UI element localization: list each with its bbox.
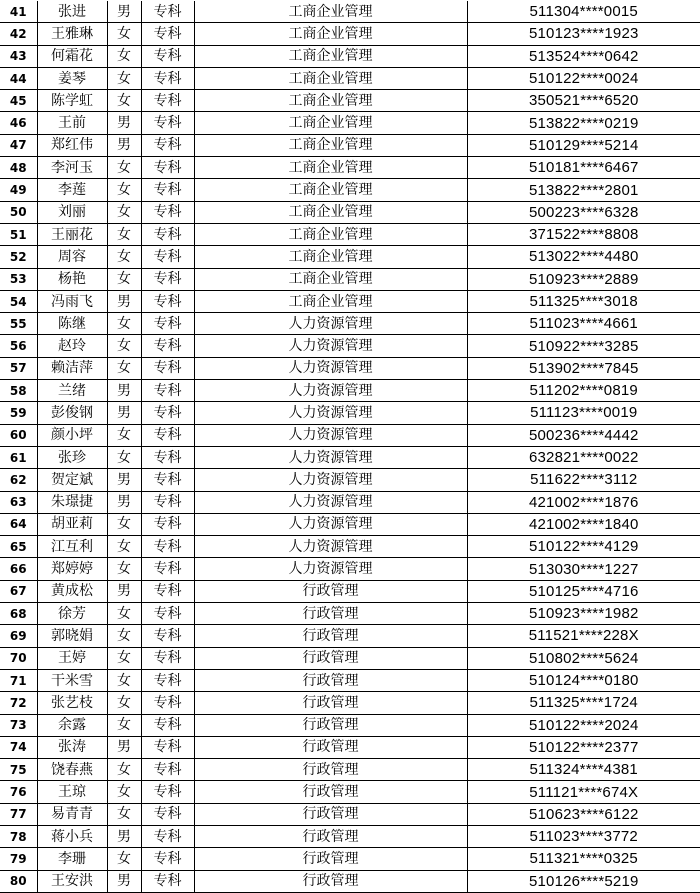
gender-cell: 女 bbox=[107, 335, 141, 357]
table-row bbox=[0, 223, 700, 245]
education-cell: 专科 bbox=[141, 647, 194, 669]
row-number: 64 bbox=[0, 513, 37, 535]
major-cell: 工商企业管理 bbox=[194, 201, 467, 223]
row-number: 41 bbox=[0, 1, 37, 23]
major-cell: 工商企业管理 bbox=[194, 67, 467, 89]
name-cell: 赖洁萍 bbox=[37, 357, 107, 379]
row-number: 53 bbox=[0, 268, 37, 290]
education-cell: 专科 bbox=[141, 536, 194, 558]
row-number: 67 bbox=[0, 580, 37, 602]
major-cell: 行政管理 bbox=[194, 647, 467, 669]
row-number: 65 bbox=[0, 536, 37, 558]
education-cell: 专科 bbox=[141, 380, 194, 402]
name-cell: 张珍 bbox=[37, 446, 107, 468]
id-number-cell: 632821****0022 bbox=[467, 446, 700, 468]
table-row bbox=[0, 157, 700, 179]
gender-cell: 女 bbox=[107, 669, 141, 691]
id-number-cell: 371522****8808 bbox=[467, 223, 700, 245]
table-row bbox=[0, 603, 700, 625]
row-number: 55 bbox=[0, 313, 37, 335]
id-number-cell: 511321****0325 bbox=[467, 848, 700, 870]
table-row bbox=[0, 23, 700, 45]
major-cell: 工商企业管理 bbox=[194, 157, 467, 179]
major-cell: 人力资源管理 bbox=[194, 313, 467, 335]
id-number-cell: 511324****4381 bbox=[467, 759, 700, 781]
major-cell: 人力资源管理 bbox=[194, 446, 467, 468]
major-cell: 工商企业管理 bbox=[194, 223, 467, 245]
name-cell: 王丽花 bbox=[37, 223, 107, 245]
name-cell: 徐芳 bbox=[37, 603, 107, 625]
major-cell: 人力资源管理 bbox=[194, 357, 467, 379]
education-cell: 专科 bbox=[141, 625, 194, 647]
row-number: 50 bbox=[0, 201, 37, 223]
education-cell: 专科 bbox=[141, 157, 194, 179]
table-row bbox=[0, 736, 700, 758]
table-row bbox=[0, 625, 700, 647]
major-cell: 行政管理 bbox=[194, 669, 467, 691]
id-number-cell: 511521****228X bbox=[467, 625, 700, 647]
table-row bbox=[0, 357, 700, 379]
name-cell: 陈学虹 bbox=[37, 90, 107, 112]
name-cell: 胡亚莉 bbox=[37, 513, 107, 535]
id-number-cell: 511325****3018 bbox=[467, 290, 700, 312]
name-cell: 王雅琳 bbox=[37, 23, 107, 45]
major-cell: 行政管理 bbox=[194, 848, 467, 870]
name-cell: 贺定斌 bbox=[37, 469, 107, 491]
gender-cell: 女 bbox=[107, 201, 141, 223]
gender-cell: 女 bbox=[107, 157, 141, 179]
major-cell: 工商企业管理 bbox=[194, 112, 467, 134]
major-cell: 人力资源管理 bbox=[194, 335, 467, 357]
education-cell: 专科 bbox=[141, 580, 194, 602]
row-number: 59 bbox=[0, 402, 37, 424]
gender-cell: 女 bbox=[107, 67, 141, 89]
major-cell: 行政管理 bbox=[194, 759, 467, 781]
table-row bbox=[0, 870, 700, 892]
gender-cell: 女 bbox=[107, 781, 141, 803]
table-row bbox=[0, 67, 700, 89]
name-cell: 陈继 bbox=[37, 313, 107, 335]
table-row bbox=[0, 313, 700, 335]
table-row bbox=[0, 335, 700, 357]
education-cell: 专科 bbox=[141, 23, 194, 45]
name-cell: 郑红伟 bbox=[37, 134, 107, 156]
row-number: 51 bbox=[0, 223, 37, 245]
education-cell: 专科 bbox=[141, 246, 194, 268]
education-cell: 专科 bbox=[141, 870, 194, 892]
education-cell: 专科 bbox=[141, 558, 194, 580]
education-cell: 专科 bbox=[141, 825, 194, 847]
major-cell: 工商企业管理 bbox=[194, 1, 467, 23]
table-row bbox=[0, 848, 700, 870]
table-row bbox=[0, 825, 700, 847]
table-row bbox=[0, 469, 700, 491]
name-cell: 刘丽 bbox=[37, 201, 107, 223]
education-cell: 专科 bbox=[141, 134, 194, 156]
gender-cell: 男 bbox=[107, 112, 141, 134]
name-cell: 朱璟捷 bbox=[37, 491, 107, 513]
table-row bbox=[0, 803, 700, 825]
gender-cell: 男 bbox=[107, 580, 141, 602]
row-number: 42 bbox=[0, 23, 37, 45]
table-row bbox=[0, 90, 700, 112]
id-number-cell: 421002****1840 bbox=[467, 513, 700, 535]
education-cell: 专科 bbox=[141, 112, 194, 134]
major-cell: 行政管理 bbox=[194, 603, 467, 625]
major-cell: 行政管理 bbox=[194, 692, 467, 714]
education-cell: 专科 bbox=[141, 848, 194, 870]
education-cell: 专科 bbox=[141, 759, 194, 781]
id-number-cell: 510122****2377 bbox=[467, 736, 700, 758]
row-number: 56 bbox=[0, 335, 37, 357]
gender-cell: 男 bbox=[107, 491, 141, 513]
name-cell: 冯雨飞 bbox=[37, 290, 107, 312]
major-cell: 人力资源管理 bbox=[194, 513, 467, 535]
name-cell: 郑婷婷 bbox=[37, 558, 107, 580]
table-row bbox=[0, 692, 700, 714]
major-cell: 工商企业管理 bbox=[194, 90, 467, 112]
major-cell: 行政管理 bbox=[194, 825, 467, 847]
table-row bbox=[0, 558, 700, 580]
gender-cell: 女 bbox=[107, 246, 141, 268]
gender-cell: 男 bbox=[107, 736, 141, 758]
id-number-cell: 511325****1724 bbox=[467, 692, 700, 714]
row-number: 62 bbox=[0, 469, 37, 491]
id-number-cell: 513902****7845 bbox=[467, 357, 700, 379]
major-cell: 工商企业管理 bbox=[194, 246, 467, 268]
name-cell: 江互利 bbox=[37, 536, 107, 558]
id-number-cell: 510123****1923 bbox=[467, 23, 700, 45]
row-number: 47 bbox=[0, 134, 37, 156]
row-number: 58 bbox=[0, 380, 37, 402]
gender-cell: 女 bbox=[107, 424, 141, 446]
education-cell: 专科 bbox=[141, 313, 194, 335]
name-cell: 李珊 bbox=[37, 848, 107, 870]
name-cell: 王安洪 bbox=[37, 870, 107, 892]
id-number-cell: 350521****6520 bbox=[467, 90, 700, 112]
major-cell: 行政管理 bbox=[194, 736, 467, 758]
major-cell: 行政管理 bbox=[194, 625, 467, 647]
gender-cell: 女 bbox=[107, 313, 141, 335]
name-cell: 干米雪 bbox=[37, 669, 107, 691]
table-row bbox=[0, 112, 700, 134]
major-cell: 工商企业管理 bbox=[194, 290, 467, 312]
gender-cell: 女 bbox=[107, 692, 141, 714]
table-row bbox=[0, 446, 700, 468]
gender-cell: 女 bbox=[107, 848, 141, 870]
education-cell: 专科 bbox=[141, 469, 194, 491]
id-number-cell: 510125****4716 bbox=[467, 580, 700, 602]
id-number-cell: 513030****1227 bbox=[467, 558, 700, 580]
name-cell: 姜琴 bbox=[37, 67, 107, 89]
id-number-cell: 510122****4129 bbox=[467, 536, 700, 558]
name-cell: 郭晓娟 bbox=[37, 625, 107, 647]
education-cell: 专科 bbox=[141, 736, 194, 758]
row-number: 52 bbox=[0, 246, 37, 268]
education-cell: 专科 bbox=[141, 781, 194, 803]
table-row bbox=[0, 45, 700, 67]
gender-cell: 女 bbox=[107, 90, 141, 112]
table-row bbox=[0, 714, 700, 736]
education-cell: 专科 bbox=[141, 446, 194, 468]
name-cell: 李莲 bbox=[37, 179, 107, 201]
id-number-cell: 510923****2889 bbox=[467, 268, 700, 290]
table-row bbox=[0, 781, 700, 803]
table-row bbox=[0, 536, 700, 558]
row-number: 79 bbox=[0, 848, 37, 870]
id-number-cell: 510922****3285 bbox=[467, 335, 700, 357]
row-number: 72 bbox=[0, 692, 37, 714]
row-number: 80 bbox=[0, 870, 37, 892]
row-number: 77 bbox=[0, 803, 37, 825]
major-cell: 工商企业管理 bbox=[194, 179, 467, 201]
gender-cell: 女 bbox=[107, 179, 141, 201]
row-number: 73 bbox=[0, 714, 37, 736]
major-cell: 工商企业管理 bbox=[194, 23, 467, 45]
row-number: 57 bbox=[0, 357, 37, 379]
name-cell: 王婷 bbox=[37, 647, 107, 669]
id-number-cell: 511202****0819 bbox=[467, 380, 700, 402]
major-cell: 行政管理 bbox=[194, 870, 467, 892]
gender-cell: 男 bbox=[107, 825, 141, 847]
id-number-cell: 511304****0015 bbox=[467, 1, 700, 23]
table-row bbox=[0, 179, 700, 201]
education-cell: 专科 bbox=[141, 424, 194, 446]
education-cell: 专科 bbox=[141, 692, 194, 714]
row-number: 48 bbox=[0, 157, 37, 179]
row-number: 45 bbox=[0, 90, 37, 112]
gender-cell: 女 bbox=[107, 23, 141, 45]
education-cell: 专科 bbox=[141, 402, 194, 424]
name-cell: 何霜花 bbox=[37, 45, 107, 67]
row-number: 43 bbox=[0, 45, 37, 67]
education-cell: 专科 bbox=[141, 45, 194, 67]
name-cell: 颜小坪 bbox=[37, 424, 107, 446]
row-number: 75 bbox=[0, 759, 37, 781]
gender-cell: 男 bbox=[107, 1, 141, 23]
major-cell: 人力资源管理 bbox=[194, 402, 467, 424]
education-cell: 专科 bbox=[141, 1, 194, 23]
gender-cell: 男 bbox=[107, 402, 141, 424]
gender-cell: 女 bbox=[107, 714, 141, 736]
roster-body bbox=[0, 1, 700, 892]
table-row bbox=[0, 134, 700, 156]
row-number: 69 bbox=[0, 625, 37, 647]
row-number: 61 bbox=[0, 446, 37, 468]
id-number-cell: 510181****6467 bbox=[467, 157, 700, 179]
education-cell: 专科 bbox=[141, 491, 194, 513]
id-number-cell: 513022****4480 bbox=[467, 246, 700, 268]
education-cell: 专科 bbox=[141, 335, 194, 357]
row-number: 70 bbox=[0, 647, 37, 669]
id-number-cell: 510802****5624 bbox=[467, 647, 700, 669]
id-number-cell: 500236****4442 bbox=[467, 424, 700, 446]
major-cell: 行政管理 bbox=[194, 803, 467, 825]
education-cell: 专科 bbox=[141, 290, 194, 312]
gender-cell: 女 bbox=[107, 446, 141, 468]
gender-cell: 女 bbox=[107, 513, 141, 535]
name-cell: 周容 bbox=[37, 246, 107, 268]
row-number: 63 bbox=[0, 491, 37, 513]
row-number: 76 bbox=[0, 781, 37, 803]
name-cell: 张进 bbox=[37, 1, 107, 23]
id-number-cell: 510923****1982 bbox=[467, 603, 700, 625]
table-row bbox=[0, 647, 700, 669]
id-number-cell: 513822****2801 bbox=[467, 179, 700, 201]
id-number-cell: 510122****0024 bbox=[467, 67, 700, 89]
gender-cell: 男 bbox=[107, 134, 141, 156]
table-row bbox=[0, 580, 700, 602]
name-cell: 易青青 bbox=[37, 803, 107, 825]
education-cell: 专科 bbox=[141, 223, 194, 245]
education-cell: 专科 bbox=[141, 268, 194, 290]
row-number: 78 bbox=[0, 825, 37, 847]
education-cell: 专科 bbox=[141, 513, 194, 535]
name-cell: 赵玲 bbox=[37, 335, 107, 357]
major-cell: 人力资源管理 bbox=[194, 424, 467, 446]
name-cell: 彭俊钢 bbox=[37, 402, 107, 424]
education-cell: 专科 bbox=[141, 179, 194, 201]
table-row bbox=[0, 669, 700, 691]
major-cell: 行政管理 bbox=[194, 781, 467, 803]
roster-table bbox=[0, 1, 700, 893]
name-cell: 蒋小兵 bbox=[37, 825, 107, 847]
gender-cell: 女 bbox=[107, 603, 141, 625]
table-row bbox=[0, 402, 700, 424]
name-cell: 张涛 bbox=[37, 736, 107, 758]
major-cell: 人力资源管理 bbox=[194, 380, 467, 402]
row-number: 44 bbox=[0, 67, 37, 89]
table-row bbox=[0, 1, 700, 23]
gender-cell: 男 bbox=[107, 290, 141, 312]
gender-cell: 女 bbox=[107, 625, 141, 647]
gender-cell: 女 bbox=[107, 647, 141, 669]
gender-cell: 男 bbox=[107, 469, 141, 491]
row-number: 71 bbox=[0, 669, 37, 691]
id-number-cell: 421002****1876 bbox=[467, 491, 700, 513]
education-cell: 专科 bbox=[141, 357, 194, 379]
id-number-cell: 510623****6122 bbox=[467, 803, 700, 825]
row-number: 68 bbox=[0, 603, 37, 625]
education-cell: 专科 bbox=[141, 669, 194, 691]
education-cell: 专科 bbox=[141, 714, 194, 736]
table-row bbox=[0, 380, 700, 402]
education-cell: 专科 bbox=[141, 67, 194, 89]
row-number: 49 bbox=[0, 179, 37, 201]
row-number: 66 bbox=[0, 558, 37, 580]
table-row bbox=[0, 290, 700, 312]
id-number-cell: 513822****0219 bbox=[467, 112, 700, 134]
education-cell: 专科 bbox=[141, 90, 194, 112]
table-row bbox=[0, 491, 700, 513]
id-number-cell: 510122****2024 bbox=[467, 714, 700, 736]
id-number-cell: 500223****6328 bbox=[467, 201, 700, 223]
id-number-cell: 511023****4661 bbox=[467, 313, 700, 335]
id-number-cell: 513524****0642 bbox=[467, 45, 700, 67]
row-number: 54 bbox=[0, 290, 37, 312]
gender-cell: 女 bbox=[107, 759, 141, 781]
major-cell: 人力资源管理 bbox=[194, 558, 467, 580]
table-row bbox=[0, 513, 700, 535]
gender-cell: 男 bbox=[107, 870, 141, 892]
major-cell: 工商企业管理 bbox=[194, 268, 467, 290]
gender-cell: 女 bbox=[107, 558, 141, 580]
name-cell: 饶春燕 bbox=[37, 759, 107, 781]
gender-cell: 女 bbox=[107, 357, 141, 379]
table-row bbox=[0, 246, 700, 268]
name-cell: 王前 bbox=[37, 112, 107, 134]
name-cell: 兰绪 bbox=[37, 380, 107, 402]
major-cell: 人力资源管理 bbox=[194, 536, 467, 558]
row-number: 60 bbox=[0, 424, 37, 446]
gender-cell: 女 bbox=[107, 268, 141, 290]
id-number-cell: 511023****3772 bbox=[467, 825, 700, 847]
gender-cell: 女 bbox=[107, 536, 141, 558]
major-cell: 工商企业管理 bbox=[194, 45, 467, 67]
major-cell: 行政管理 bbox=[194, 714, 467, 736]
table-row bbox=[0, 759, 700, 781]
table-row bbox=[0, 268, 700, 290]
name-cell: 黄成松 bbox=[37, 580, 107, 602]
id-number-cell: 510124****0180 bbox=[467, 669, 700, 691]
education-cell: 专科 bbox=[141, 803, 194, 825]
name-cell: 余露 bbox=[37, 714, 107, 736]
row-number: 74 bbox=[0, 736, 37, 758]
name-cell: 张艺枝 bbox=[37, 692, 107, 714]
row-number: 46 bbox=[0, 112, 37, 134]
education-cell: 专科 bbox=[141, 603, 194, 625]
major-cell: 行政管理 bbox=[194, 580, 467, 602]
education-cell: 专科 bbox=[141, 201, 194, 223]
id-number-cell: 511622****3112 bbox=[467, 469, 700, 491]
table-row bbox=[0, 201, 700, 223]
name-cell: 李河玉 bbox=[37, 157, 107, 179]
major-cell: 人力资源管理 bbox=[194, 469, 467, 491]
gender-cell: 女 bbox=[107, 45, 141, 67]
table-row bbox=[0, 424, 700, 446]
id-number-cell: 511121****674X bbox=[467, 781, 700, 803]
name-cell: 杨艳 bbox=[37, 268, 107, 290]
gender-cell: 女 bbox=[107, 223, 141, 245]
gender-cell: 女 bbox=[107, 803, 141, 825]
id-number-cell: 510129****5214 bbox=[467, 134, 700, 156]
name-cell: 王琼 bbox=[37, 781, 107, 803]
gender-cell: 男 bbox=[107, 380, 141, 402]
id-number-cell: 510126****5219 bbox=[467, 870, 700, 892]
id-number-cell: 511123****0019 bbox=[467, 402, 700, 424]
major-cell: 人力资源管理 bbox=[194, 491, 467, 513]
major-cell: 工商企业管理 bbox=[194, 134, 467, 156]
